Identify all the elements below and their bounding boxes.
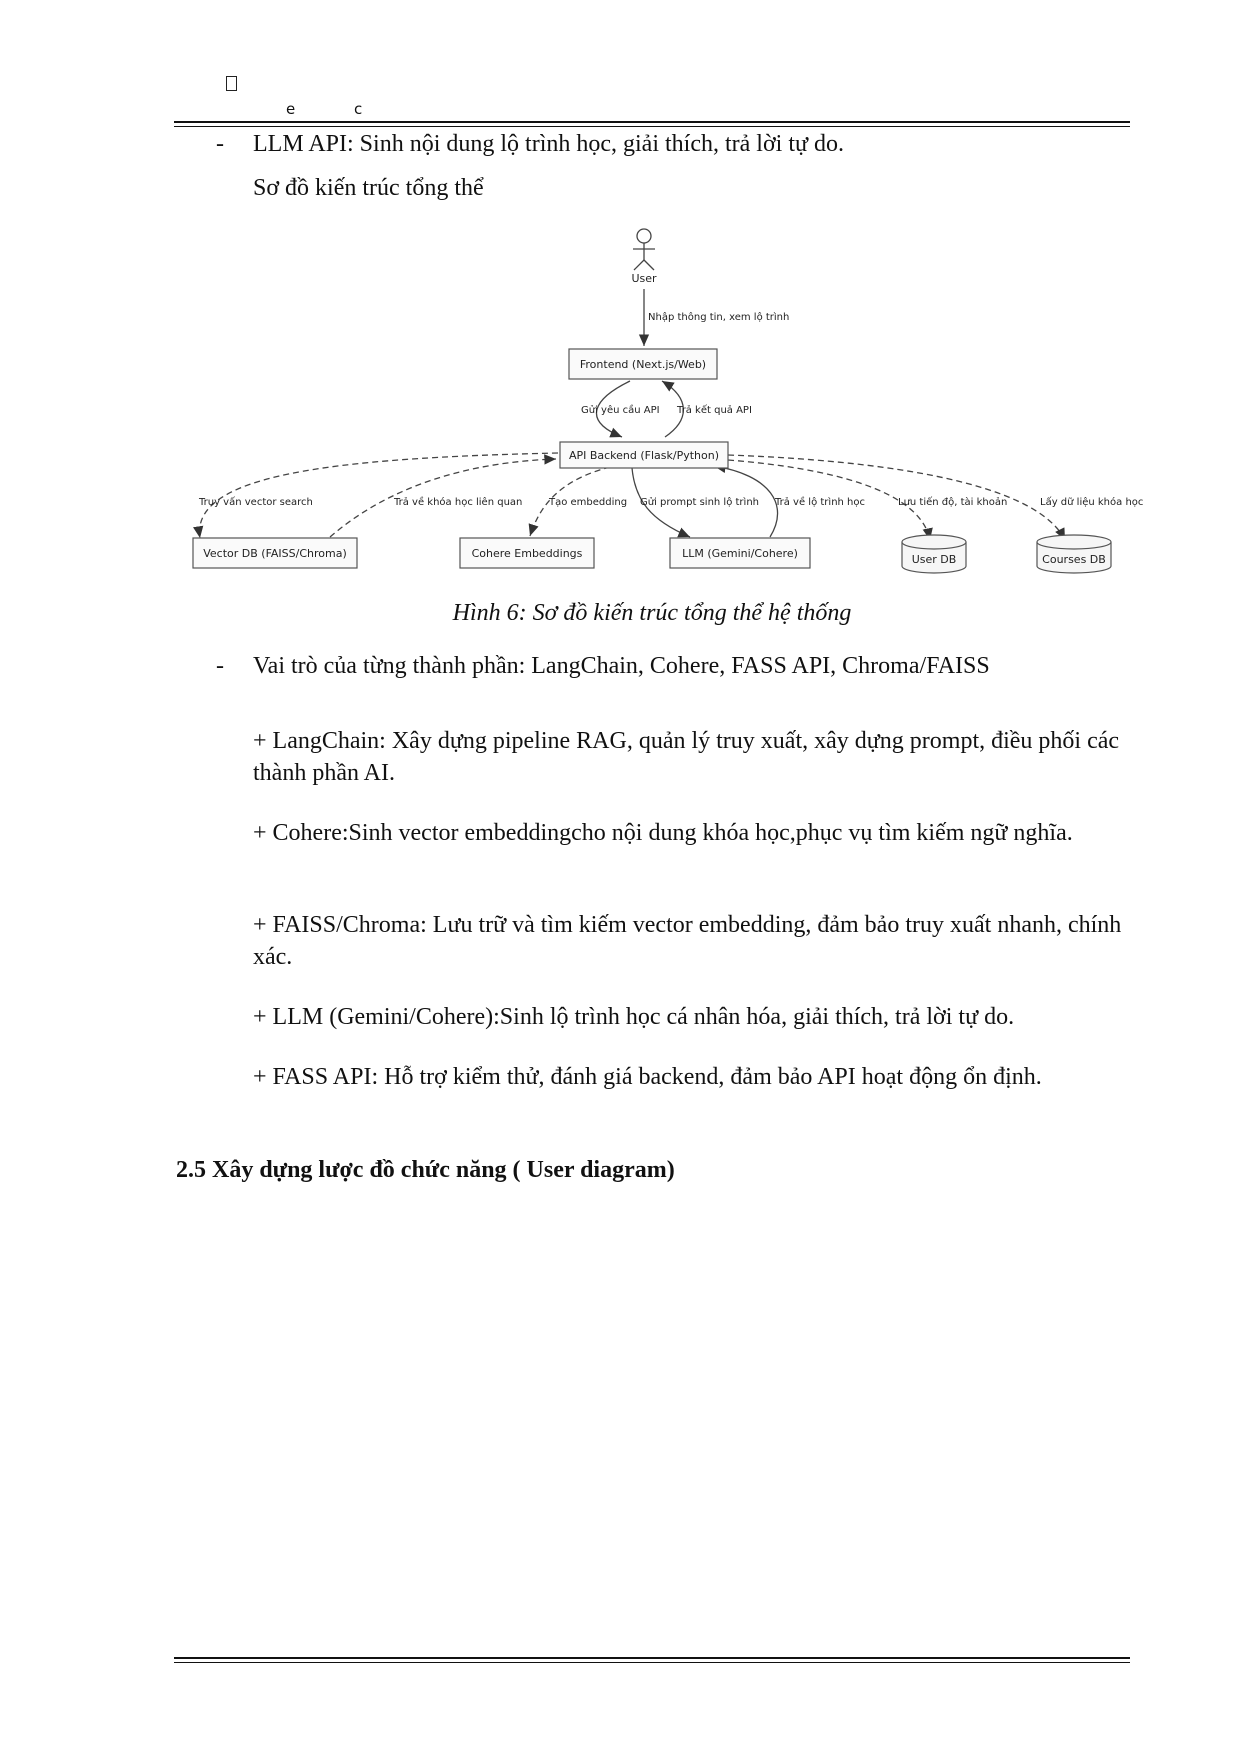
desc-llm: + LLM (Gemini/Cohere):Sinh lộ trình học cá nhân hóa, giải thích, trả lời tự do. — [253, 1004, 1015, 1030]
edge-label-backend-userdb: Lưu tiến độ, tài khoản — [898, 497, 1008, 508]
edge-label-backend-vector: Truy vấn vector search — [199, 497, 313, 508]
figure-intro: Sơ đồ kiến trúc tổng thể — [253, 175, 484, 201]
architecture-diagram — [185, 222, 1155, 582]
backend-label: API Backend (Flask/Python) — [568, 449, 720, 462]
bullet-dash: - — [216, 653, 224, 679]
footer-rule — [174, 1657, 1130, 1659]
header-letter-c: c — [354, 100, 363, 118]
header-rule — [174, 121, 1130, 123]
edge-label-backend-coursesdb: Lấy dữ liệu khóa học — [1040, 497, 1144, 508]
llm-api-bullet: LLM API: Sinh nội dung lộ trình học, giải thích, trả lời tự do. — [253, 131, 844, 157]
section-heading: 2.5 Xây dựng lược đồ chức năng ( User diagram) — [176, 1157, 675, 1183]
roles-bullet: Vai trò của từng thành phần: LangChain, Cohere, FASS API, Chroma/FAISS — [253, 653, 990, 679]
header-letter-e: e — [286, 100, 296, 118]
edge-label-frontend-backend: Gửi yêu cầu API — [581, 405, 660, 416]
desc-faiss-chroma: + FAISS/Chroma: Lưu trữ và tìm kiếm vector embedding, đảm bảo truy xuất nhanh, chính xác. — [253, 912, 1122, 970]
actor-label: User — [631, 272, 657, 285]
footer-rule-thin — [174, 1662, 1130, 1663]
embeddings-label: Cohere Embeddings — [471, 547, 583, 560]
edge-label-llm-backend: Trả về lộ trình học — [775, 497, 865, 508]
frontend-label: Frontend (Next.js/Web) — [579, 358, 707, 371]
edge-label-backend-llm: Gửi prompt sinh lộ trình — [640, 497, 759, 508]
missing-glyph-icon — [226, 76, 237, 91]
edge-label-user-frontend: Nhập thông tin, xem lộ trình — [648, 312, 790, 323]
llm-label: LLM (Gemini/Cohere) — [682, 547, 798, 560]
figure-caption: Hình 6: Sơ đồ kiến trúc tổng thể hệ thống — [452, 600, 852, 626]
vector-db-label: Vector DB (FAISS/Chroma) — [203, 547, 347, 560]
header-rule-thin — [174, 126, 1130, 127]
user-actor-head — [637, 229, 651, 243]
edge-label-backend-embed: Tạo embedding — [549, 497, 628, 508]
edge-label-vector-backend: Trả về khóa học liên quan — [394, 497, 523, 508]
edge-label-backend-frontend: Trả kết quả API — [677, 405, 752, 416]
user-db-label: User DB — [911, 553, 957, 566]
bullet-dash: - — [216, 131, 224, 157]
desc-fass-api: + FASS API: Hỗ trợ kiểm thử, đánh giá backend, đảm bảo API hoạt động ổn định. — [253, 1064, 1042, 1090]
courses-db-label: Courses DB — [1042, 553, 1106, 566]
desc-cohere: + Cohere:Sinh vector embeddingcho nội dung khóa học,phục vụ tìm kiếm ngữ nghĩa. — [253, 820, 1073, 846]
desc-langchain: + LangChain: Xây dựng pipeline RAG, quản lý truy xuất, xây dựng prompt, điều phối các thành phần AI. — [253, 728, 1120, 786]
